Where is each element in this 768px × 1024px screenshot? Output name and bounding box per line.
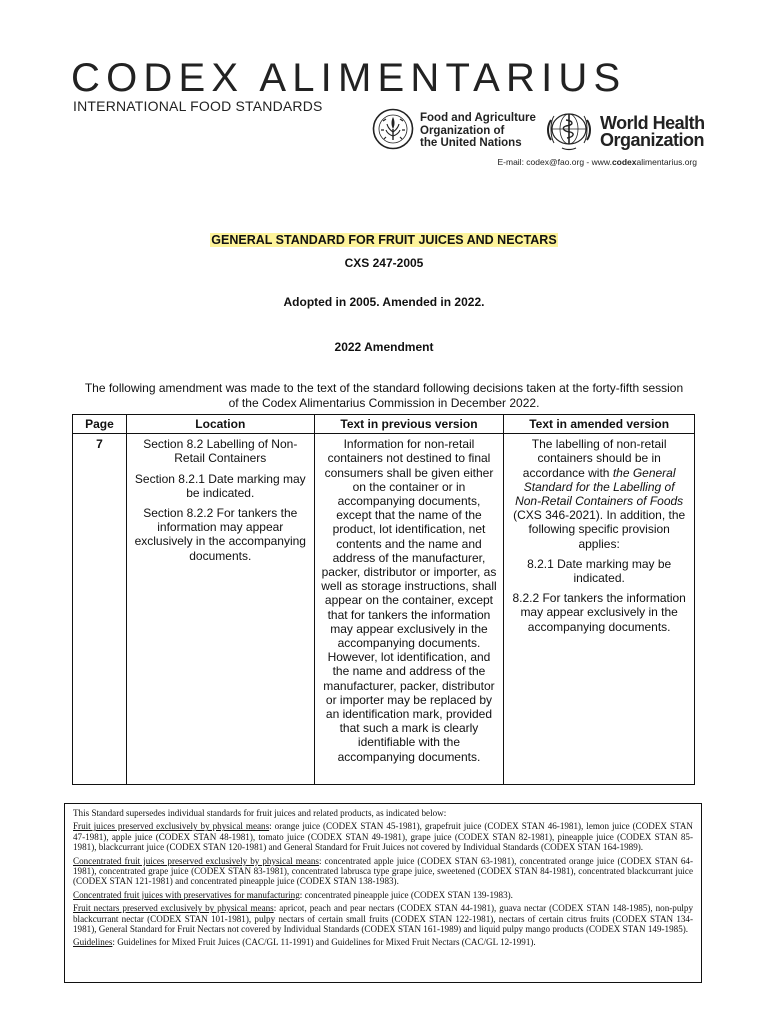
- amendment-table: [72, 414, 695, 785]
- footnote-item: Guidelines: Guidelines for Mixed Fruit Juices (CAC/GL 11-1991) and Guidelines for Mixed Fruit Nectars (CAC/GL 12-1991).: [73, 937, 536, 948]
- row-previous-text: Information for non-retail containers not destined to final consumers shall be given either on the container or in accompanying documents, except that the name of the product, lot identification, net contents and the name and address of the manufacturer, packer, distributor or importer, as well as storage instructions, shall appear on the container, except that for tankers the information may appear exclusively in the accompanying documents. However, lot identification, and the name and address of the manufacturer, packer, distributor or importer may be replaced by an identification mark, provided that such a mark is clearly identifiable with the accompanying documents.: [314, 434, 504, 785]
- row-amended-text: The labelling of non-retail containers should be in accordance with the General Standard for the Labelling of Non-Retail Containers of Foods (CXS 346-2021). In addition, the following specific provision applies: 8.2.1 Date marking may be indicated. 8.2.2 For tankers the information may appear exclusively in the accompanying documents.: [504, 434, 695, 785]
- column-header-amended: Text in amended version: [504, 415, 695, 434]
- footnote-item: Concentrated fruit juices preserved exclusively by physical means: concentrated apple juice (CODEX STAN 63-1981), concentrated orange juice (CODEX STAN 64-1981), concentrated grape juice (CODEX STAN 83-1981), concentrated labrusca type grape juice, sweetened (CODEX STAN 84-1981), concentrated blackcurrant juice (CODEX STAN 121-1981) and concentrated pineapple juice (CODEX STAN 138-1983).: [73, 855, 693, 887]
- supersedes-footnote: [64, 803, 702, 983]
- adoption-line: Adopted in 2005. Amended in 2022.: [283, 295, 485, 309]
- row-location: Section 8.2 Labelling of Non-Retail Containers Section 8.2.1 Date marking may be indicated. Section 8.2.2 For tankers the information may appear exclusively in the accompanying documents.: [126, 434, 314, 785]
- footnote-intro: This Standard supersedes individual standards for fruit juices and related products, as indicated below:: [73, 808, 447, 818]
- standard-title: GENERAL STANDARD FOR FRUIT JUICES AND NECTARS: [211, 233, 557, 247]
- table-header-row: [73, 415, 695, 434]
- amendment-intro: The following amendment was made to the text of the standard following decisions taken at the forty-fifth session of the Codex Alimentarius Commission in December 2022.: [84, 381, 684, 410]
- footnote-item: Concentrated fruit juices with preservatives for manufacturing: concentrated pineapple juice (CODEX STAN 139-1983).: [73, 889, 513, 900]
- amendment-heading: 2022 Amendment: [334, 340, 434, 354]
- fao-logo-icon: [372, 108, 414, 150]
- masthead-subtitle: INTERNATIONAL FOOD STANDARDS: [73, 98, 323, 114]
- contact-email-line: E-mail: codex@fao.org - www.codexalimentarius.org: [497, 157, 697, 167]
- fao-name: Food and Agriculture Organization of the United Nations: [420, 112, 536, 149]
- who-name: World Health Organization: [600, 113, 705, 150]
- who-logo-icon: [544, 106, 594, 152]
- codex-masthead: CODEX ALIMENTARIUS: [71, 56, 627, 100]
- column-header-page: Page: [73, 415, 127, 434]
- footnote-item: Fruit juices preserved exclusively by physical means: orange juice (CODEX STAN 45-1981), grapefruit juice (CODEX STAN 46-1981), lemon juice (CODEX STAN 47-1981), apple juice (CODEX STAN 48-1981), tomato juice (CODEX STAN 49-1981), grape juice (CODEX STAN 82-1981), pineapple juice (CODEX STAN 85-1981), blackcurrant juice (CODEX STAN 120-1981) and General Standard for Fruit Juices not covered by Individual Standards (CODEX STAN 164-1989).: [73, 821, 693, 853]
- row-page: 7: [73, 434, 127, 785]
- standard-code: CXS 247-2005: [344, 256, 424, 270]
- table-row: [73, 434, 695, 785]
- column-header-location: Location: [126, 415, 314, 434]
- footnote-item: Fruit nectars preserved exclusively by physical means: apricot, peach and pear nectars (CODEX STAN 44-1981), guava nectar (CODEX STAN 148-1985), non-pulpy blackcurrant nectar (CODEX STAN 101-1981), pulpy nectars of certain small fruits (CODEX STAN 122-1981), nectars of certain citrus fruits (CODEX STAN 134-1981), General Standard for Fruit Nectars not covered by Individual Standards (CODEX STAN 161-1989) and liquid pulpy mango products (CODEX STAN 149-1985).: [73, 903, 693, 935]
- column-header-previous: Text in previous version: [314, 415, 504, 434]
